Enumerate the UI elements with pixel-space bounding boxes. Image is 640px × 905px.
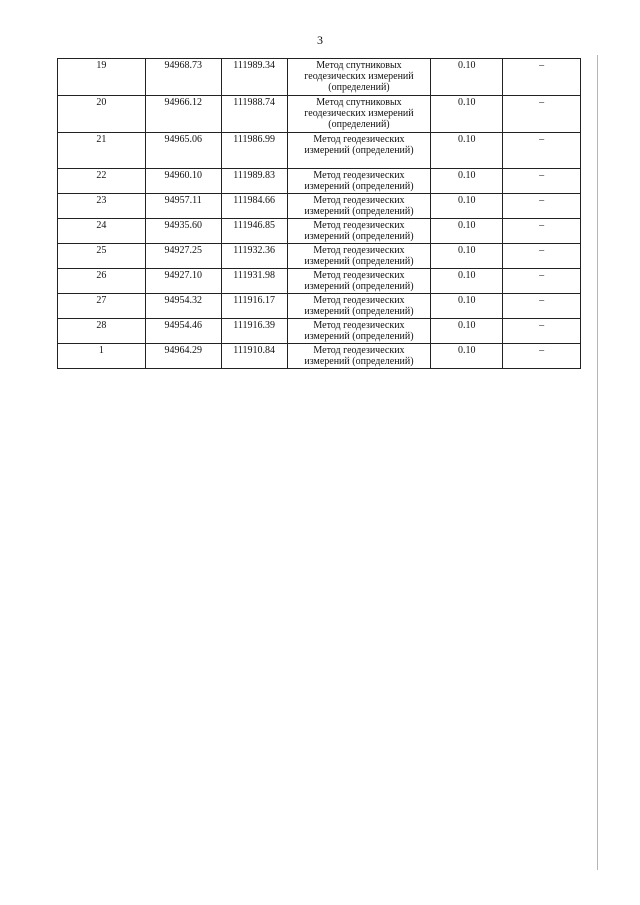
method-cell: Метод геодезических измерений (определений): [287, 194, 431, 219]
point-number-cell: 25: [58, 244, 146, 269]
method-cell: Метод геодезических измерений (определений): [287, 244, 431, 269]
method-cell: Метод спутниковых геодезических измерений (определений): [287, 96, 431, 133]
point-number-cell: 28: [58, 319, 146, 344]
description-cell: –: [503, 244, 581, 269]
x-coordinate-cell: 94968.73: [145, 59, 221, 96]
method-cell: Метод спутниковых геодезических измерений (определений): [287, 59, 431, 96]
accuracy-cell: 0.10: [431, 319, 503, 344]
y-coordinate-cell: 111931.98: [221, 269, 287, 294]
y-coordinate-cell: 111916.39: [221, 319, 287, 344]
y-coordinate-cell: 111989.83: [221, 169, 287, 194]
table-row: [58, 59, 581, 96]
description-cell: –: [503, 344, 581, 369]
y-coordinate-cell: 111910.84: [221, 344, 287, 369]
description-cell: –: [503, 319, 581, 344]
x-coordinate-cell: 94960.10: [145, 169, 221, 194]
x-coordinate-cell: 94954.32: [145, 294, 221, 319]
description-cell: –: [503, 169, 581, 194]
method-cell: Метод геодезических измерений (определений): [287, 169, 431, 194]
description-cell: –: [503, 194, 581, 219]
x-coordinate-cell: 94964.29: [145, 344, 221, 369]
description-cell: –: [503, 219, 581, 244]
point-number-cell: 1: [58, 344, 146, 369]
point-number-cell: 27: [58, 294, 146, 319]
point-number-cell: 21: [58, 133, 146, 169]
table-row: [58, 294, 581, 319]
x-coordinate-cell: 94927.10: [145, 269, 221, 294]
table-row: [58, 169, 581, 194]
accuracy-cell: 0.10: [431, 244, 503, 269]
y-coordinate-cell: 111988.74: [221, 96, 287, 133]
accuracy-cell: 0.10: [431, 219, 503, 244]
accuracy-cell: 0.10: [431, 344, 503, 369]
description-cell: –: [503, 133, 581, 169]
method-cell: Метод геодезических измерений (определений): [287, 269, 431, 294]
accuracy-cell: 0.10: [431, 59, 503, 96]
description-cell: –: [503, 59, 581, 96]
y-coordinate-cell: 111986.99: [221, 133, 287, 169]
x-coordinate-cell: 94927.25: [145, 244, 221, 269]
accuracy-cell: 0.10: [431, 294, 503, 319]
point-number-cell: 22: [58, 169, 146, 194]
method-cell: Метод геодезических измерений (определений): [287, 133, 431, 169]
coordinates-table: [57, 58, 581, 369]
description-cell: –: [503, 294, 581, 319]
table-row: [58, 96, 581, 133]
accuracy-cell: 0.10: [431, 133, 503, 169]
table-row: [58, 219, 581, 244]
point-number-cell: 24: [58, 219, 146, 244]
point-number-cell: 23: [58, 194, 146, 219]
y-coordinate-cell: 111984.66: [221, 194, 287, 219]
description-cell: –: [503, 96, 581, 133]
method-cell: Метод геодезических измерений (определений): [287, 319, 431, 344]
table-row: [58, 319, 581, 344]
table-row: [58, 244, 581, 269]
y-coordinate-cell: 111932.36: [221, 244, 287, 269]
point-number-cell: 20: [58, 96, 146, 133]
accuracy-cell: 0.10: [431, 169, 503, 194]
x-coordinate-cell: 94957.11: [145, 194, 221, 219]
accuracy-cell: 0.10: [431, 194, 503, 219]
method-cell: Метод геодезических измерений (определений): [287, 344, 431, 369]
x-coordinate-cell: 94935.60: [145, 219, 221, 244]
x-coordinate-cell: 94966.12: [145, 96, 221, 133]
method-cell: Метод геодезических измерений (определений): [287, 294, 431, 319]
point-number-cell: 26: [58, 269, 146, 294]
y-coordinate-cell: 111946.85: [221, 219, 287, 244]
table-row: [58, 344, 581, 369]
accuracy-cell: 0.10: [431, 269, 503, 294]
coordinates-table-body: [58, 59, 581, 369]
y-coordinate-cell: 111916.17: [221, 294, 287, 319]
y-coordinate-cell: 111989.34: [221, 59, 287, 96]
description-cell: –: [503, 269, 581, 294]
point-number-cell: 19: [58, 59, 146, 96]
x-coordinate-cell: 94965.06: [145, 133, 221, 169]
accuracy-cell: 0.10: [431, 96, 503, 133]
table-row: [58, 194, 581, 219]
table-row: [58, 269, 581, 294]
method-cell: Метод геодезических измерений (определений): [287, 219, 431, 244]
x-coordinate-cell: 94954.46: [145, 319, 221, 344]
table-row: [58, 133, 581, 169]
page-number: 3: [317, 33, 323, 47]
scan-edge-line: [597, 55, 598, 870]
